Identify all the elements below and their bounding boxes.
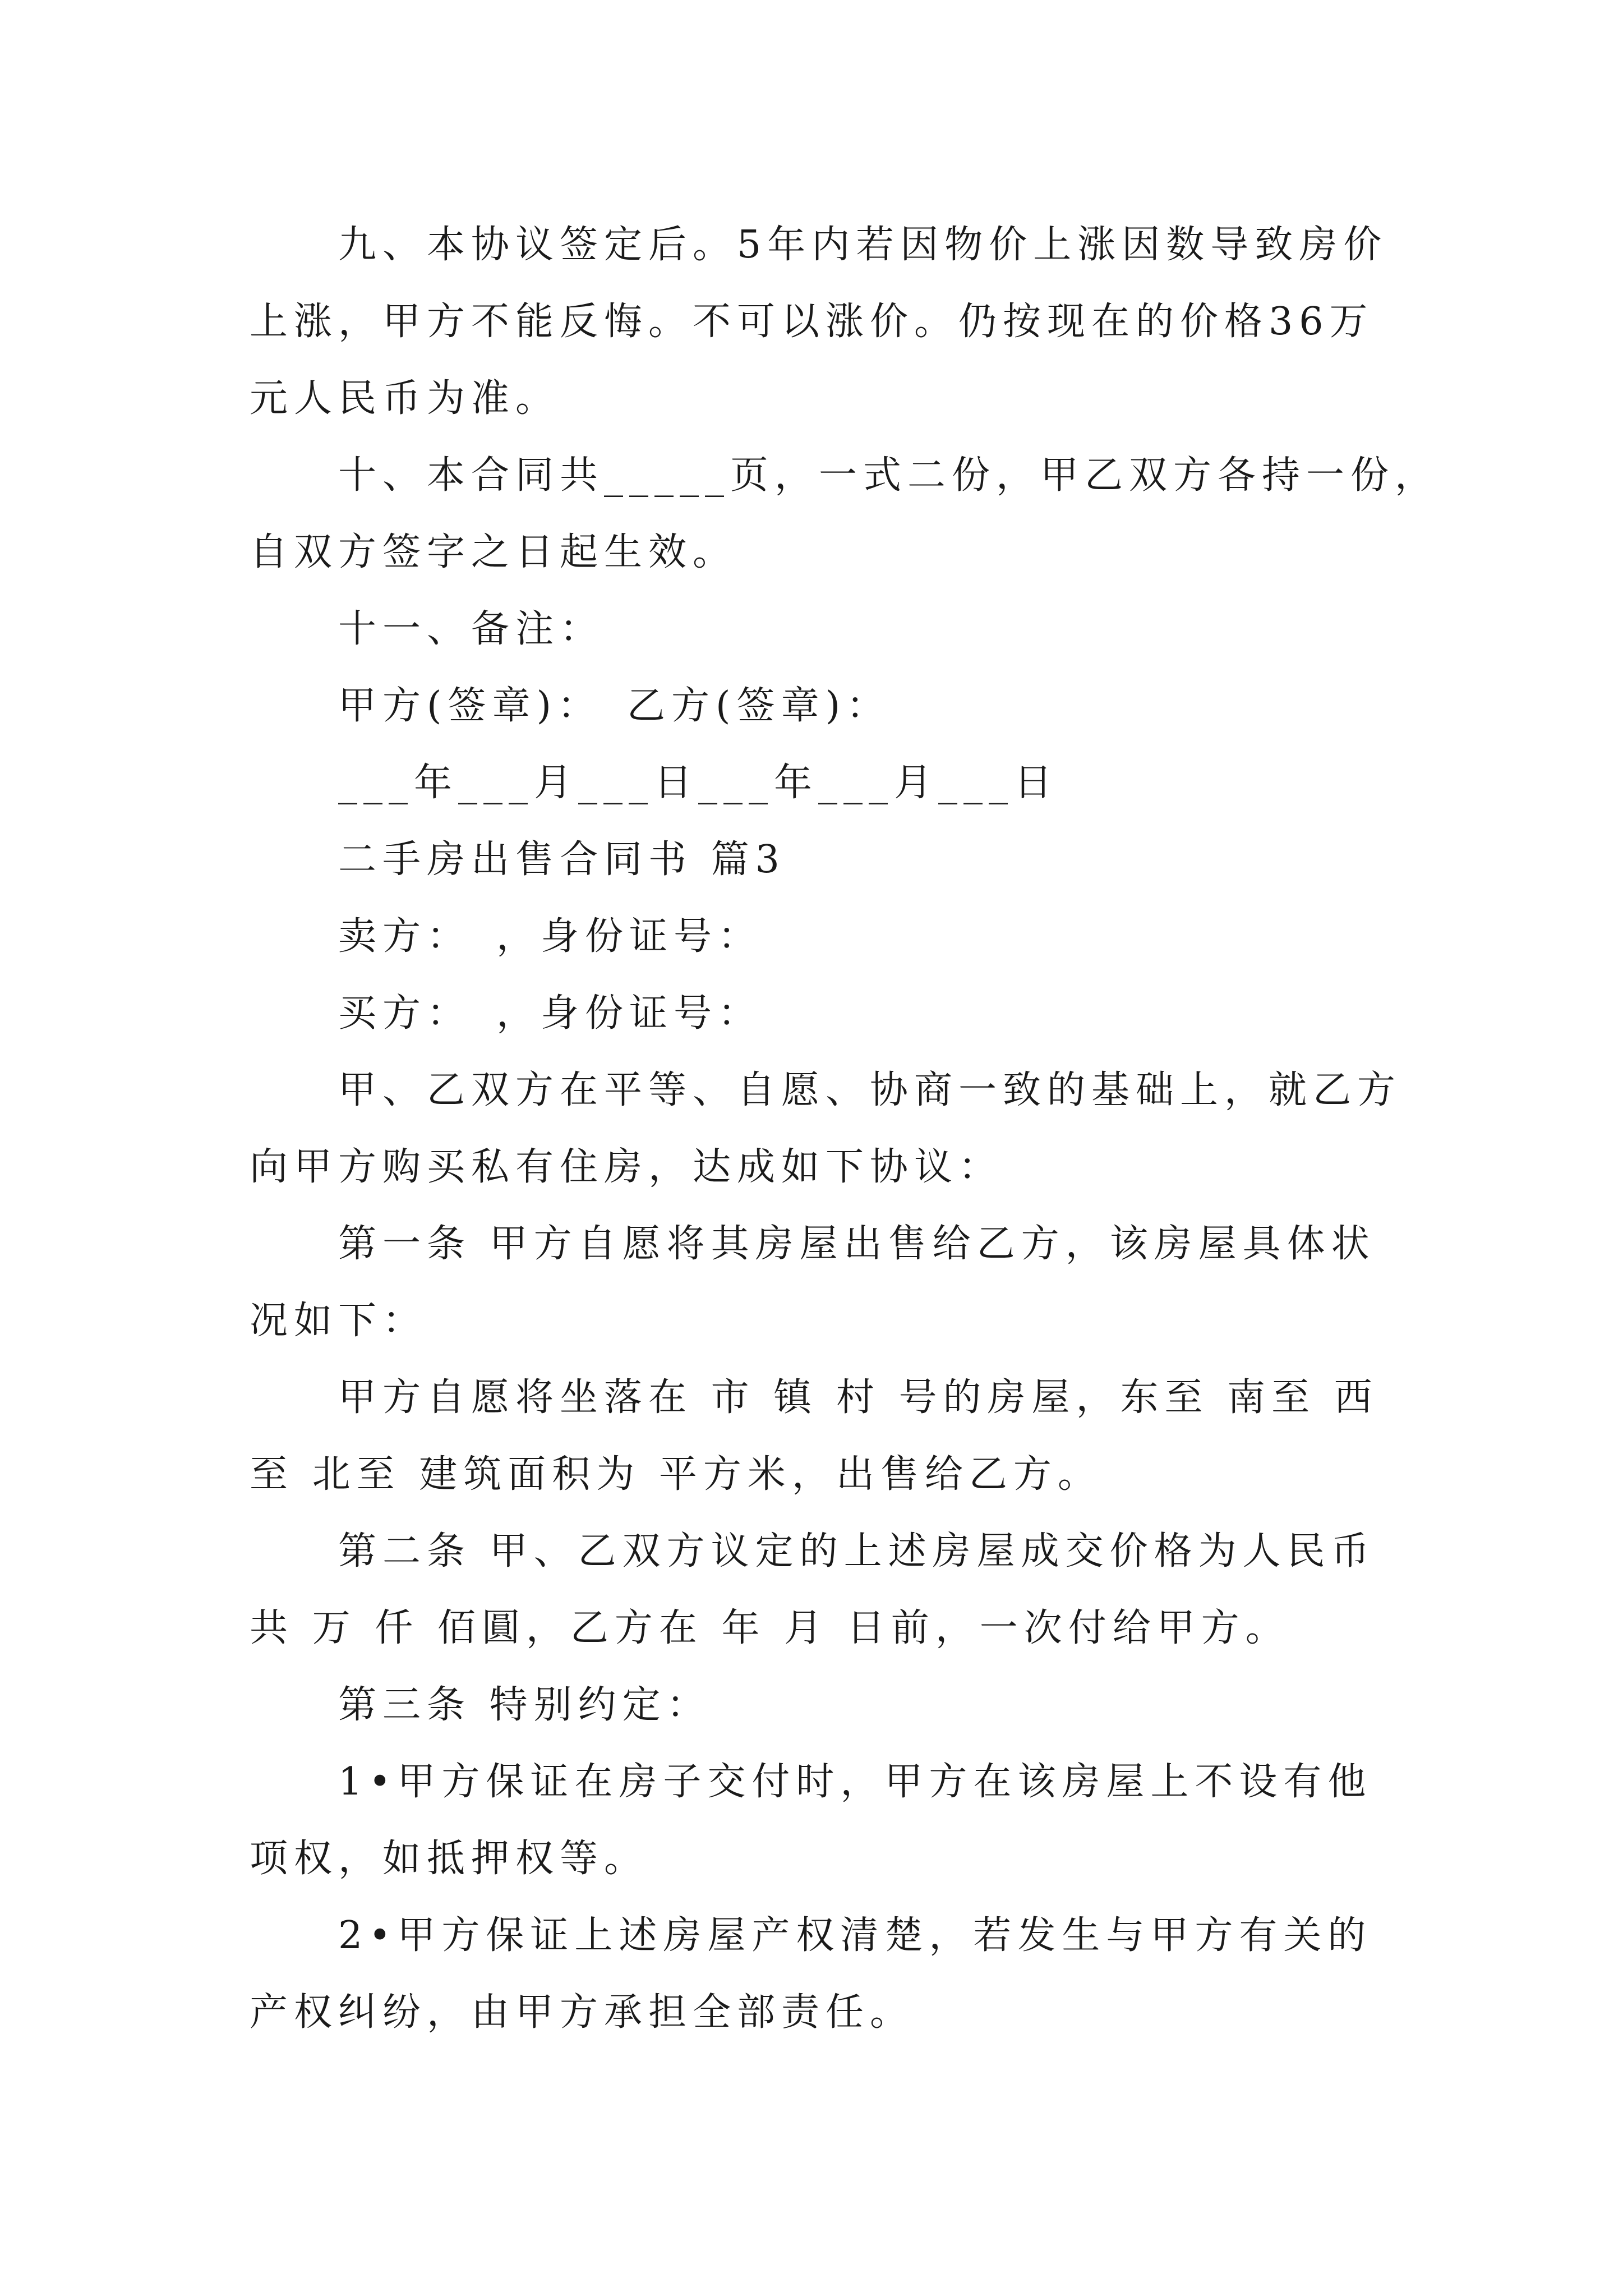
text-line-7: 甲方(签章)： 乙方(签章)： [338, 684, 891, 728]
text-line-17: 至 北至 建筑面积为 平方米，出售给乙方。 [250, 1452, 1102, 1497]
text-line-4: 十、本合同共_____页，一式二份，甲乙双方各持一份， [338, 453, 1440, 498]
text-line-19: 共 万 仟 佰圓，乙方在 年 月 日前，一次付给甲方。 [250, 1606, 1290, 1650]
text-line-10: 卖方： ，身份证号： [338, 914, 763, 959]
text-line-18: 第二条 甲、乙双方议定的上述房屋成交价格为人民币 [338, 1529, 1376, 1573]
text-line-12: 甲、乙双方在平等、自愿、协商一致的基础上，就乙方 [338, 1068, 1402, 1112]
text-line-16: 甲方自愿将坐落在 市 镇 村 号的房屋，东至 南至 西 [338, 1375, 1378, 1420]
text-line-13: 向甲方购买私有住房，达成如下协议： [250, 1145, 1003, 1189]
text-line-24: 产权纠纷，由甲方承担全部责任。 [250, 1990, 915, 2035]
text-line-1: 九、本协议签定后。5年内若因物价上涨因数导致房价 [338, 223, 1388, 267]
text-line-8: ___年___月___日___年___月___日 [338, 761, 1059, 805]
text-line-11: 买方： ，身份证号： [338, 991, 763, 1036]
section-heading: 二手房出售合同书 篇3 [338, 838, 786, 882]
text-line-5: 自双方签字之日起生效。 [250, 530, 737, 574]
text-line-6: 十一、备注： [338, 607, 605, 651]
text-line-23: 2•甲方保证上述房屋产权清楚，若发生与甲方有关的 [338, 1913, 1372, 1958]
text-line-15: 况如下： [250, 1299, 427, 1343]
text-line-22: 项权，如抵押权等。 [250, 1837, 649, 1881]
text-line-14: 第一条 甲方自愿将其房屋出售给乙方，该房屋具体状 [338, 1222, 1376, 1266]
text-line-21: 1•甲方保证在房子交付时，甲方在该房屋上不设有他 [338, 1760, 1372, 1804]
text-line-20: 第三条 特别约定： [338, 1683, 711, 1727]
text-line-2: 上涨，甲方不能反悔。不可以涨价。仍按现在的价格36万 [250, 300, 1374, 344]
text-line-3: 元人民币为准。 [250, 376, 560, 421]
